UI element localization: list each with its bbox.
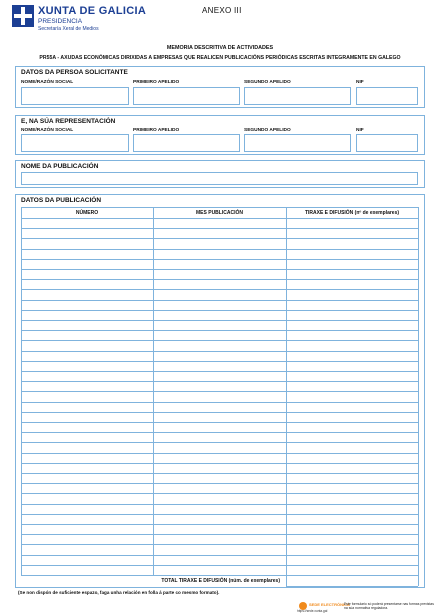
representative-first-surname-field[interactable]	[133, 134, 240, 152]
table-cell[interactable]	[22, 270, 152, 278]
representative-nif-field[interactable]	[356, 134, 418, 152]
applicant-second-surname-label: SEGUNDO APELIDO	[244, 80, 291, 85]
table-cell[interactable]	[22, 566, 152, 574]
sede-url[interactable]: https://sede.xunta.gal	[297, 609, 328, 613]
table-cell[interactable]	[287, 413, 417, 421]
table-cell[interactable]	[287, 280, 417, 288]
table-cell[interactable]	[22, 515, 152, 523]
table-cell[interactable]	[154, 545, 285, 553]
table-cell[interactable]	[154, 250, 285, 258]
table-cell[interactable]	[154, 260, 285, 268]
table-cell[interactable]	[154, 311, 285, 319]
column-header-number: NÚMERO	[75, 210, 99, 216]
table-cell[interactable]	[22, 494, 152, 502]
publication-data-section	[15, 194, 425, 588]
table-cell[interactable]	[22, 505, 152, 513]
table-cell[interactable]	[154, 392, 285, 400]
table-cell[interactable]	[287, 290, 417, 298]
table-cell[interactable]	[154, 382, 285, 390]
table-cell[interactable]	[287, 556, 417, 564]
document-subtitle: PR55A - AXUDAS ECONÓMICAS DIRIXIDAS A EMPRESAS QUE REALICEN PUBLICACIÓNS PERIÓDICAS ESCRITAS INTEGRAMENTE EN GALEGO	[39, 55, 401, 61]
table-cell[interactable]	[22, 443, 152, 451]
table-cell[interactable]	[287, 362, 417, 370]
applicant-nif-field[interactable]	[356, 87, 418, 105]
table-cell[interactable]	[22, 331, 152, 339]
table-cell[interactable]	[22, 280, 152, 288]
table-cell[interactable]	[154, 484, 285, 492]
table-cell[interactable]	[154, 331, 285, 339]
representative-section	[15, 115, 425, 155]
table-cell[interactable]	[22, 311, 152, 319]
table-cell[interactable]	[154, 352, 285, 360]
table-cell[interactable]	[287, 454, 417, 462]
table-cell[interactable]	[287, 423, 417, 431]
table-cell[interactable]	[154, 556, 285, 564]
space-note: (Se non dispón de suficiente espazo, faga unha relación en folla á parte co mesmo formato).	[18, 590, 220, 595]
table-cell[interactable]	[287, 382, 417, 390]
table-cell[interactable]	[287, 372, 417, 380]
table-cell[interactable]	[22, 484, 152, 492]
table-cell[interactable]	[154, 535, 285, 543]
table-top-border	[21, 207, 418, 208]
table-cell[interactable]	[154, 505, 285, 513]
table-cell[interactable]	[287, 443, 417, 451]
table-cell[interactable]	[287, 229, 417, 237]
brand-block	[38, 6, 146, 32]
representative-second-surname-field[interactable]	[244, 134, 351, 152]
table-cell[interactable]	[154, 474, 285, 482]
table-cell[interactable]	[287, 484, 417, 492]
table-cell[interactable]	[287, 545, 417, 553]
table-cell[interactable]	[287, 515, 417, 523]
table-cell[interactable]	[22, 382, 152, 390]
table-cell[interactable]	[287, 494, 417, 502]
table-total-border	[21, 575, 418, 576]
table-cell[interactable]	[154, 301, 285, 309]
table-cell[interactable]	[287, 392, 417, 400]
table-cell[interactable]	[22, 403, 152, 411]
table-cell[interactable]	[287, 341, 417, 349]
table-cell[interactable]	[154, 270, 285, 278]
representative-first-surname-label: PRIMEIRO APELIDO	[133, 128, 180, 133]
representative-section-title: E, NA SÚA REPRESENTACIÓN	[21, 118, 116, 125]
table-cell[interactable]	[154, 464, 285, 472]
footer-notice: Este formulario só poderá presentarse nas formas previstas na súa normativa reguladora.	[344, 602, 434, 611]
table-cell[interactable]	[287, 505, 417, 513]
table-cell[interactable]	[287, 321, 417, 329]
table-cell[interactable]	[22, 290, 152, 298]
table-cell[interactable]	[287, 250, 417, 258]
table-cell[interactable]	[287, 474, 417, 482]
publication-data-table	[16, 195, 424, 587]
column-header-month: MES PUBLICACIÓN	[196, 210, 243, 216]
table-cell[interactable]	[154, 454, 285, 462]
publication-data-title: DATOS DA PUBLICACIÓN	[21, 197, 102, 204]
table-cell[interactable]	[287, 403, 417, 411]
table-cell[interactable]	[22, 392, 152, 400]
table-cell[interactable]	[154, 280, 285, 288]
table-cell[interactable]	[22, 260, 152, 268]
table-cell[interactable]	[154, 515, 285, 523]
applicant-name-field[interactable]	[21, 87, 129, 105]
table-right-border	[418, 207, 419, 586]
publication-name-title: NOME DA PUBLICACIÓN	[21, 163, 99, 170]
table-cell[interactable]	[22, 535, 152, 543]
table-cell[interactable]	[22, 352, 152, 360]
table-cell[interactable]	[287, 301, 417, 309]
table-cell[interactable]	[22, 525, 152, 533]
table-cell[interactable]	[287, 219, 417, 227]
table-cell[interactable]	[154, 341, 285, 349]
table-cell[interactable]	[154, 290, 285, 298]
table-cell[interactable]	[154, 494, 285, 502]
table-cell[interactable]	[22, 301, 152, 309]
document-header	[12, 5, 432, 35]
table-cell[interactable]	[22, 556, 152, 564]
applicant-section	[15, 66, 425, 108]
table-cell[interactable]	[154, 362, 285, 370]
applicant-first-surname-label: PRIMEIRO APELIDO	[133, 80, 180, 85]
annex-label: ANEXO III	[202, 6, 242, 15]
sub-department-name: Secretaría Xeral de Medios	[38, 25, 99, 32]
applicant-name-label: NOME/RAZÓN SOCIAL	[21, 80, 74, 85]
document-title: MEMORIA DESCRITIVA DE ACTIVIDADES	[166, 45, 274, 51]
table-cell[interactable]	[287, 566, 417, 574]
representative-name-field[interactable]	[21, 134, 129, 152]
table-cell[interactable]	[154, 239, 285, 247]
representative-nif-label: NIF	[356, 128, 364, 133]
table-cell[interactable]	[22, 454, 152, 462]
table-cell[interactable]	[154, 525, 285, 533]
table-cell[interactable]	[154, 229, 285, 237]
table-cell[interactable]	[154, 443, 285, 451]
table-cell[interactable]	[22, 250, 152, 258]
table-cell[interactable]	[22, 474, 152, 482]
table-cell[interactable]	[22, 433, 152, 441]
table-cell[interactable]	[287, 352, 417, 360]
column-header-circulation: TIRAXE E DIFUSIÓN (nº de exemplares)	[304, 210, 400, 216]
table-cell[interactable]	[154, 321, 285, 329]
table-cell[interactable]	[22, 321, 152, 329]
table-cell[interactable]	[22, 341, 152, 349]
table-cell[interactable]	[154, 423, 285, 431]
representative-name-label: NOME/RAZÓN SOCIAL	[21, 128, 74, 133]
applicant-section-title: DATOS DA PERSOA SOLICITANTE	[21, 69, 128, 76]
representative-second-surname-label: SEGUNDO APELIDO	[244, 128, 291, 133]
table-cell[interactable]	[287, 260, 417, 268]
publication-name-field[interactable]	[21, 172, 418, 185]
table-cell[interactable]	[22, 219, 152, 227]
total-value-field[interactable]	[286, 575, 418, 586]
table-cell[interactable]	[22, 372, 152, 380]
publication-name-section	[15, 160, 425, 188]
table-cell[interactable]	[287, 464, 417, 472]
table-cell[interactable]	[287, 239, 417, 247]
applicant-first-surname-field[interactable]	[133, 87, 240, 105]
table-cell[interactable]	[287, 535, 417, 543]
total-label: TOTAL TIRAXE E DIFUSIÓN (núm. de exemplares)	[161, 578, 280, 584]
department-name: PRESIDENCIA	[38, 18, 83, 25]
brand-name: XUNTA DE GALICIA	[38, 5, 147, 17]
table-cell[interactable]	[154, 219, 285, 227]
table-cell[interactable]	[22, 239, 152, 247]
table-cell[interactable]	[22, 362, 152, 370]
table-cell[interactable]	[154, 413, 285, 421]
table-cell[interactable]	[287, 311, 417, 319]
table-bottom-border	[286, 586, 418, 587]
table-cell[interactable]	[22, 545, 152, 553]
sede-label: SEDE ELECTRÓNICA	[309, 602, 350, 607]
table-cell[interactable]	[287, 270, 417, 278]
table-cell[interactable]	[154, 433, 285, 441]
table-cell[interactable]	[22, 229, 152, 237]
table-cell[interactable]	[22, 423, 152, 431]
table-cell[interactable]	[287, 525, 417, 533]
xunta-cross-logo-icon	[12, 5, 34, 27]
table-cell[interactable]	[287, 433, 417, 441]
applicant-nif-label: NIF	[356, 80, 364, 85]
table-cell[interactable]	[154, 403, 285, 411]
table-cell[interactable]	[22, 413, 152, 421]
applicant-second-surname-field[interactable]	[244, 87, 351, 105]
table-cell[interactable]	[154, 566, 285, 574]
table-cell[interactable]	[22, 464, 152, 472]
table-cell[interactable]	[287, 331, 417, 339]
table-cell[interactable]	[154, 372, 285, 380]
